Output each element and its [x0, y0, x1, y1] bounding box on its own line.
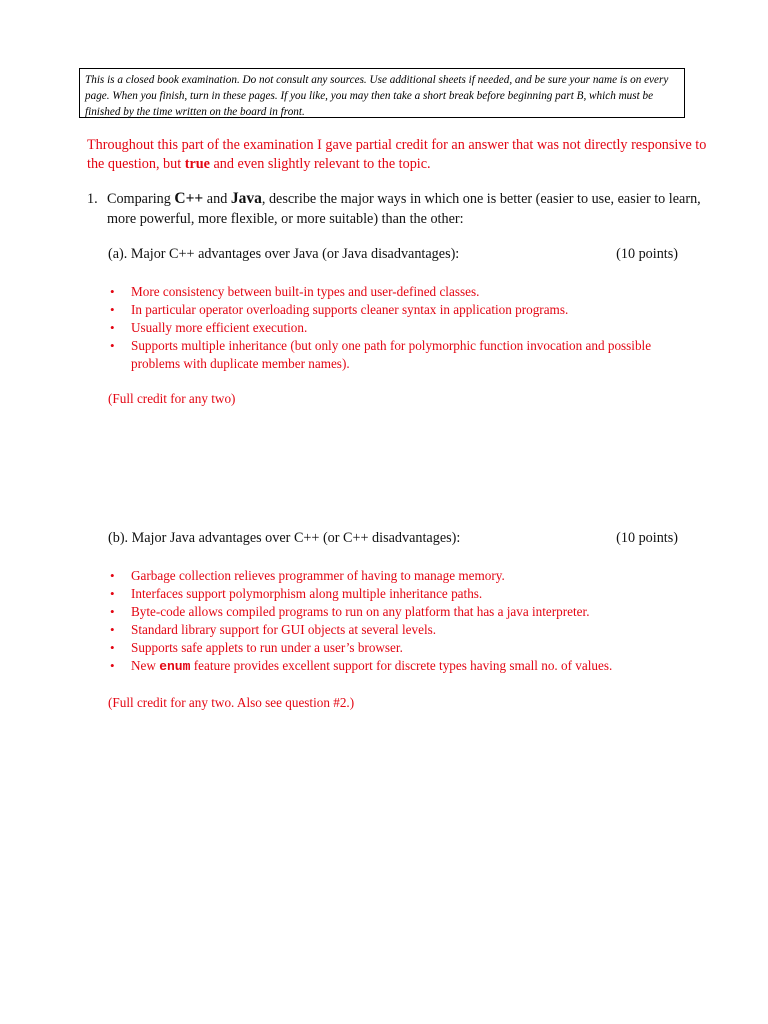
answer-text-end: feature provides excellent support for discrete types having small no. of values. — [190, 658, 613, 673]
grading-comment — [87, 136, 707, 174]
answer-text: New — [131, 658, 160, 673]
part-a-credit-note: (Full credit for any two) — [108, 391, 236, 406]
question-and: and — [203, 191, 231, 207]
list-item — [108, 603, 698, 621]
answer-text: Usually more efficient execution. — [131, 320, 308, 335]
list-item — [108, 621, 698, 639]
list-item — [108, 337, 698, 373]
bullet-icon: • — [110, 338, 115, 353]
grading-comment-text: Throughout this part of the examination I gave partial credit for an answer that was not directly responsive to the question, but — [87, 137, 707, 172]
bullet-icon: • — [110, 284, 115, 299]
bullet-icon: • — [110, 320, 115, 335]
list-item — [108, 585, 698, 603]
question-1-text — [107, 189, 707, 229]
question-prefix: Comparing — [107, 191, 175, 207]
answer-text: Standard library support for GUI objects at several levels. — [131, 622, 437, 637]
part-b-heading — [108, 529, 678, 548]
grading-comment-text-end: and even slightly relevant to the topic. — [209, 156, 431, 172]
list-item — [108, 657, 698, 676]
part-a-label: (a). Major C++ advantages over Java (or Java disadvantages): — [108, 246, 460, 262]
bullet-icon: • — [110, 586, 115, 601]
part-a-points: (10 points) — [616, 246, 678, 262]
part-b-credit-note: (Full credit for any two. Also see question #2.) — [108, 695, 355, 710]
bullet-icon: • — [110, 622, 115, 637]
list-item — [108, 283, 698, 301]
answer-text: In particular operator overloading supports cleaner syntax in application programs. — [131, 302, 569, 317]
exam-instructions-text: This is a closed book examination. Do not consult any sources. Use additional sheets if needed, and be sure your name is on every page. When you finish, turn in these pages. If you like, you may then take a short break before beginning part B, which must be finished by the time written on the board in front. — [85, 74, 669, 118]
answer-text: Garbage collection relieves programmer of having to manage memory. — [131, 568, 505, 583]
bullet-icon: • — [110, 568, 115, 583]
grading-comment-emphasis: true — [184, 156, 210, 172]
answer-text: More consistency between built-in types and user-defined classes. — [131, 284, 480, 299]
language-cpp: C++ — [174, 190, 204, 207]
question-1 — [87, 189, 707, 229]
answer-text: Interfaces support polymorphism along multiple inheritance paths. — [131, 586, 483, 601]
bullet-icon: • — [110, 302, 115, 317]
answer-text: Supports multiple inheritance (but only one path for polymorphic function invocation and possible problems with duplicate member names). — [131, 338, 652, 371]
list-item — [108, 319, 698, 337]
list-item — [108, 301, 698, 319]
bullet-icon: • — [110, 658, 115, 673]
part-b-points: (10 points) — [616, 530, 678, 546]
exam-instructions-box — [79, 68, 685, 118]
part-b-answer-list — [108, 567, 698, 676]
part-a-heading — [108, 245, 678, 264]
bullet-icon: • — [110, 640, 115, 655]
answer-text: Supports safe applets to run under a user’s browser. — [131, 640, 403, 655]
question-rest: , describe the major ways in which one is better (easier to use, easier to learn, more powerful, more flexible, or more suitable) than the other: — [107, 191, 701, 227]
part-a-answer-list — [108, 283, 698, 373]
answer-text: Byte-code allows compiled programs to run on any platform that has a java interpreter. — [131, 604, 590, 619]
list-item — [108, 639, 698, 657]
language-java: Java — [230, 190, 262, 207]
part-b-label: (b). Major Java advantages over C++ (or C++ disadvantages): — [108, 530, 461, 546]
enum-keyword: enum — [159, 659, 191, 674]
question-number: 1. — [87, 191, 98, 207]
bullet-icon: • — [110, 604, 115, 619]
list-item — [108, 567, 698, 585]
